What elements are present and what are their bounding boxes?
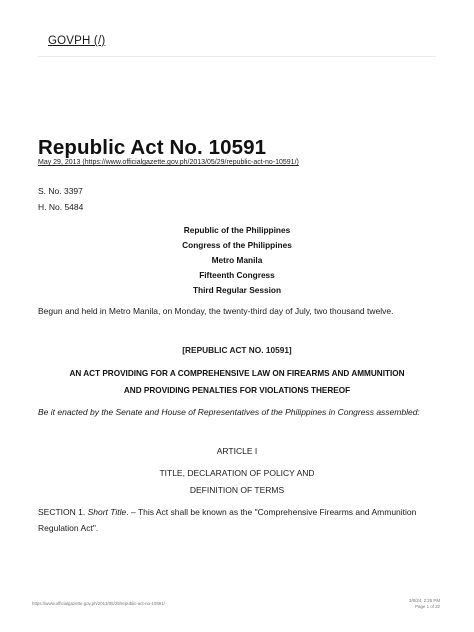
article-title (38, 465, 436, 499)
section-text: . – This Act shall be known as the "Comprehensive Firearms and Ammunition Regulation Act". (38, 507, 417, 533)
act-title-line-2: AND PROVIDING PENALTIES FOR VIOLATIONS THEREOF (123, 386, 351, 395)
footer-url: https://www.officialgazette.gov.ph/2013/05/29/republic-act-no-10591/ (32, 601, 165, 606)
begun-paragraph: Begun and held in Metro Manila, on Monday, the twenty-third day of July, two thousand twelve. (38, 306, 394, 316)
article-title-line-1: TITLE, DECLARATION OF POLICY AND (159, 468, 315, 478)
date-link[interactable]: May 29, 2013 (https://www.officialgazette.gov.ph/2013/05/29/republic-act-no-10591/) (38, 159, 299, 166)
section-label: SECTION 1. (38, 507, 88, 517)
footer-page-number: Page 1 of 22 (415, 604, 440, 609)
header-divider (38, 56, 436, 57)
footer-timestamp: 3/8/24, 2:25 PM (409, 598, 440, 603)
house-bill-number: H. No. 5484 (38, 202, 84, 212)
senate-bill-number: S. No. 3397 (38, 186, 83, 196)
heading-line-republic: Republic of the Philippines (183, 225, 291, 235)
heading-line-congress: Congress of the Philippines (182, 240, 292, 250)
footer-page-info (409, 598, 440, 610)
article-title-line-2: DEFINITION OF TERMS (189, 485, 285, 495)
section-1-paragraph (38, 504, 436, 536)
page-title: Republic Act No. 10591 (38, 136, 267, 159)
heading-line-congress-number: Fifteenth Congress (199, 270, 275, 280)
enacting-clause: Be it enacted by the Senate and House of Representatives of the Philippines in Congress assembled: (38, 407, 420, 417)
act-title (38, 365, 436, 399)
congress-heading (38, 223, 436, 298)
heading-line-location: Metro Manila (211, 255, 263, 265)
act-title-line-1: AN ACT PROVIDING FOR A COMPREHENSIVE LAW ON FIREARMS AND AMMUNITION (69, 369, 405, 378)
republic-act-bracket: [REPUBLIC ACT NO. 10591] (182, 345, 292, 355)
section-title: Short Title (87, 507, 127, 517)
article-heading: ARTICLE I (216, 446, 258, 456)
heading-line-session: Third Regular Session (192, 285, 282, 295)
govph-link[interactable]: GOVPH (/) (48, 35, 106, 47)
